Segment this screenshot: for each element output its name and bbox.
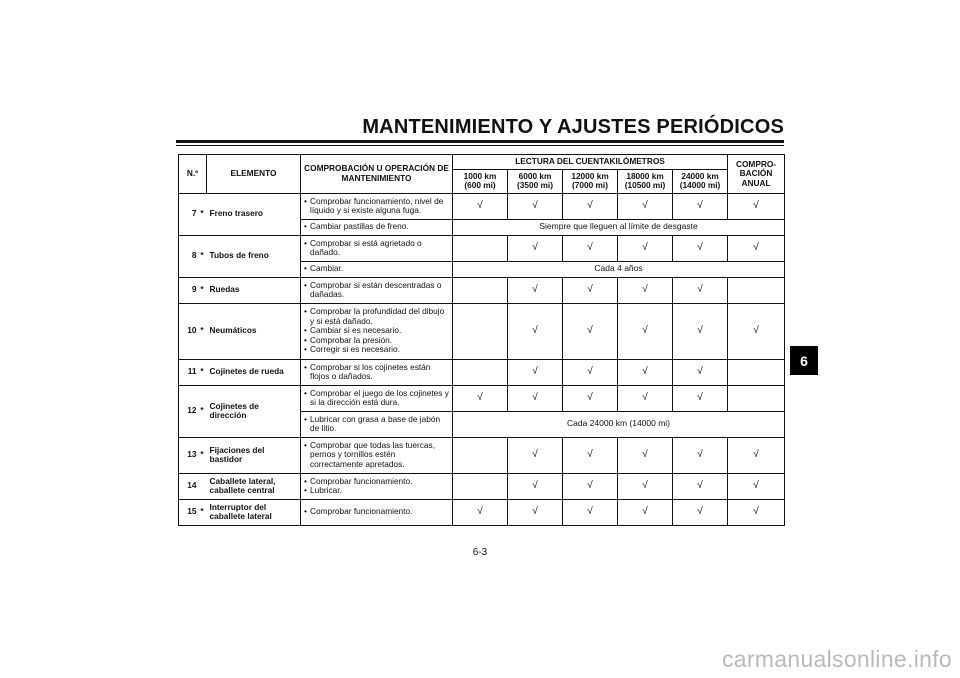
header-element: ELEMENTO	[207, 155, 301, 194]
empty-cell	[728, 385, 785, 411]
check-mark: √	[508, 193, 563, 219]
maintenance-table	[178, 154, 785, 526]
page-title: MANTENIMIENTO Y AJUSTES PERIÓDICOS	[362, 116, 784, 138]
table-row	[179, 235, 785, 261]
empty-cell	[453, 359, 508, 385]
check-mark: √	[508, 473, 563, 499]
check-mark: √	[508, 303, 563, 359]
check-mark: √	[673, 473, 728, 499]
check-mark: √	[453, 385, 508, 411]
element-name: Ruedas	[207, 277, 301, 303]
header-interval-4: 18000 km (10500 mi)	[618, 169, 673, 193]
operation-cell: • Comprobar funcionamiento. • Lubricar.	[301, 473, 453, 499]
check-mark: √	[508, 235, 563, 261]
operation-cell: • Cambiar.	[301, 261, 453, 277]
header-row-1	[179, 155, 785, 170]
element-name: Cojinetes de dirección	[207, 385, 301, 437]
empty-cell	[728, 359, 785, 385]
check-mark: √	[728, 437, 785, 473]
asterisk-mark	[198, 473, 207, 499]
operation-cell: • Comprobar que todas las tuercas, pernos y tornillos estén correctamente apretados.	[301, 437, 453, 473]
row-number: 8	[179, 235, 198, 277]
check-mark: √	[618, 277, 673, 303]
check-mark: √	[618, 437, 673, 473]
check-mark: √	[563, 437, 618, 473]
check-mark: √	[618, 303, 673, 359]
row-number: 13	[179, 437, 198, 473]
row-number: 9	[179, 277, 198, 303]
check-mark: √	[508, 385, 563, 411]
header-interval-2: 6000 km (3500 mi)	[508, 169, 563, 193]
check-mark: √	[563, 193, 618, 219]
row-number: 10	[179, 303, 198, 359]
element-name: Interruptor del caballete lateral	[207, 499, 301, 525]
check-mark: √	[563, 303, 618, 359]
header-num: N.º	[179, 155, 207, 194]
empty-cell	[453, 437, 508, 473]
check-mark: √	[618, 235, 673, 261]
asterisk-mark: *	[198, 235, 207, 277]
interval-note: Siempre que lleguen al límite de desgaste	[453, 219, 785, 235]
row-number: 15	[179, 499, 198, 525]
chapter-tab[interactable]: 6	[790, 346, 818, 375]
operation-cell: • Comprobar si los cojinetes están flojos o dañados.	[301, 359, 453, 385]
interval-note: Cada 4 años	[453, 261, 785, 277]
header-odometer: LECTURA DEL CUENTAKILÓMETROS	[453, 155, 728, 170]
asterisk-mark: *	[198, 277, 207, 303]
check-mark: √	[673, 193, 728, 219]
watermark-text: carmanualsonline.info	[721, 646, 952, 672]
check-mark: √	[508, 499, 563, 525]
operation-cell: • Comprobar si está agrietado o dañado.	[301, 235, 453, 261]
operation-cell: • Comprobar funcionamiento, nivel de líquido y si existe alguna fuga.	[301, 193, 453, 219]
table-row	[179, 473, 785, 499]
check-mark: √	[673, 437, 728, 473]
table-row	[179, 437, 785, 473]
element-name: Caballete lateral, caballete central	[207, 473, 301, 499]
check-mark: √	[728, 235, 785, 261]
asterisk-mark: *	[198, 359, 207, 385]
element-name: Tubos de freno	[207, 235, 301, 277]
header-operation: COMPROBACIÓN U OPERACIÓN DE MANTENIMIENTO	[301, 155, 453, 194]
empty-cell	[453, 235, 508, 261]
check-mark: √	[453, 499, 508, 525]
page-number: 6-3	[472, 547, 488, 558]
check-mark: √	[728, 193, 785, 219]
operation-cell: • Comprobar el juego de los cojinetes y si la dirección está dura.	[301, 385, 453, 411]
row-number: 7	[179, 193, 198, 235]
check-mark: √	[563, 359, 618, 385]
table-row	[179, 303, 785, 359]
check-mark: √	[563, 499, 618, 525]
check-mark: √	[673, 359, 728, 385]
check-mark: √	[618, 473, 673, 499]
check-mark: √	[508, 359, 563, 385]
interval-note: Cada 24000 km (14000 mi)	[453, 411, 785, 437]
check-mark: √	[618, 385, 673, 411]
empty-cell	[453, 473, 508, 499]
row-number: 14	[179, 473, 198, 499]
check-mark: √	[728, 473, 785, 499]
title-rule-thick	[176, 140, 784, 143]
element-name: Freno trasero	[207, 193, 301, 235]
empty-cell	[728, 277, 785, 303]
check-mark: √	[563, 235, 618, 261]
operation-cell: • Comprobar funcionamiento.	[301, 499, 453, 525]
table-row	[179, 277, 785, 303]
row-number: 11	[179, 359, 198, 385]
check-mark: √	[673, 499, 728, 525]
empty-cell	[453, 277, 508, 303]
element-name: Fijaciones del bastidor	[207, 437, 301, 473]
check-mark: √	[508, 277, 563, 303]
row-number: 12	[179, 385, 198, 437]
check-mark: √	[673, 303, 728, 359]
asterisk-mark: *	[198, 499, 207, 525]
header-interval-1: 1000 km (600 mi)	[453, 169, 508, 193]
check-mark: √	[563, 473, 618, 499]
element-name: Neumáticos	[207, 303, 301, 359]
asterisk-mark: *	[198, 385, 207, 437]
operation-cell: • Comprobar si están descentradas o dañadas.	[301, 277, 453, 303]
header-annual: COMPRO-BACIÓN ANUAL	[728, 155, 785, 194]
check-mark: √	[453, 193, 508, 219]
title-rule-thin	[176, 145, 784, 146]
operation-cell: • Lubricar con grasa a base de jabón de litio.	[301, 411, 453, 437]
check-mark: √	[618, 359, 673, 385]
asterisk-mark: *	[198, 303, 207, 359]
check-mark: √	[618, 499, 673, 525]
table-row	[179, 499, 785, 525]
operation-cell: • Comprobar la profundidad del dibujo y si está dañado. • Cambiar si es necesario. • Comprobar la presión. • Corregir si es necesario.	[301, 303, 453, 359]
header-interval-5: 24000 km (14000 mi)	[673, 169, 728, 193]
check-mark: √	[728, 303, 785, 359]
empty-cell	[453, 303, 508, 359]
check-mark: √	[673, 277, 728, 303]
check-mark: √	[673, 235, 728, 261]
table-row	[179, 385, 785, 411]
check-mark: √	[563, 277, 618, 303]
table-row	[179, 359, 785, 385]
operation-cell: • Cambiar pastillas de freno.	[301, 219, 453, 235]
check-mark: √	[728, 499, 785, 525]
element-name: Cojinetes de rueda	[207, 359, 301, 385]
asterisk-mark: *	[198, 437, 207, 473]
check-mark: √	[508, 437, 563, 473]
check-mark: √	[618, 193, 673, 219]
asterisk-mark: *	[198, 193, 207, 235]
check-mark: √	[563, 385, 618, 411]
table-row	[179, 193, 785, 219]
check-mark: √	[673, 385, 728, 411]
header-interval-3: 12000 km (7000 mi)	[563, 169, 618, 193]
